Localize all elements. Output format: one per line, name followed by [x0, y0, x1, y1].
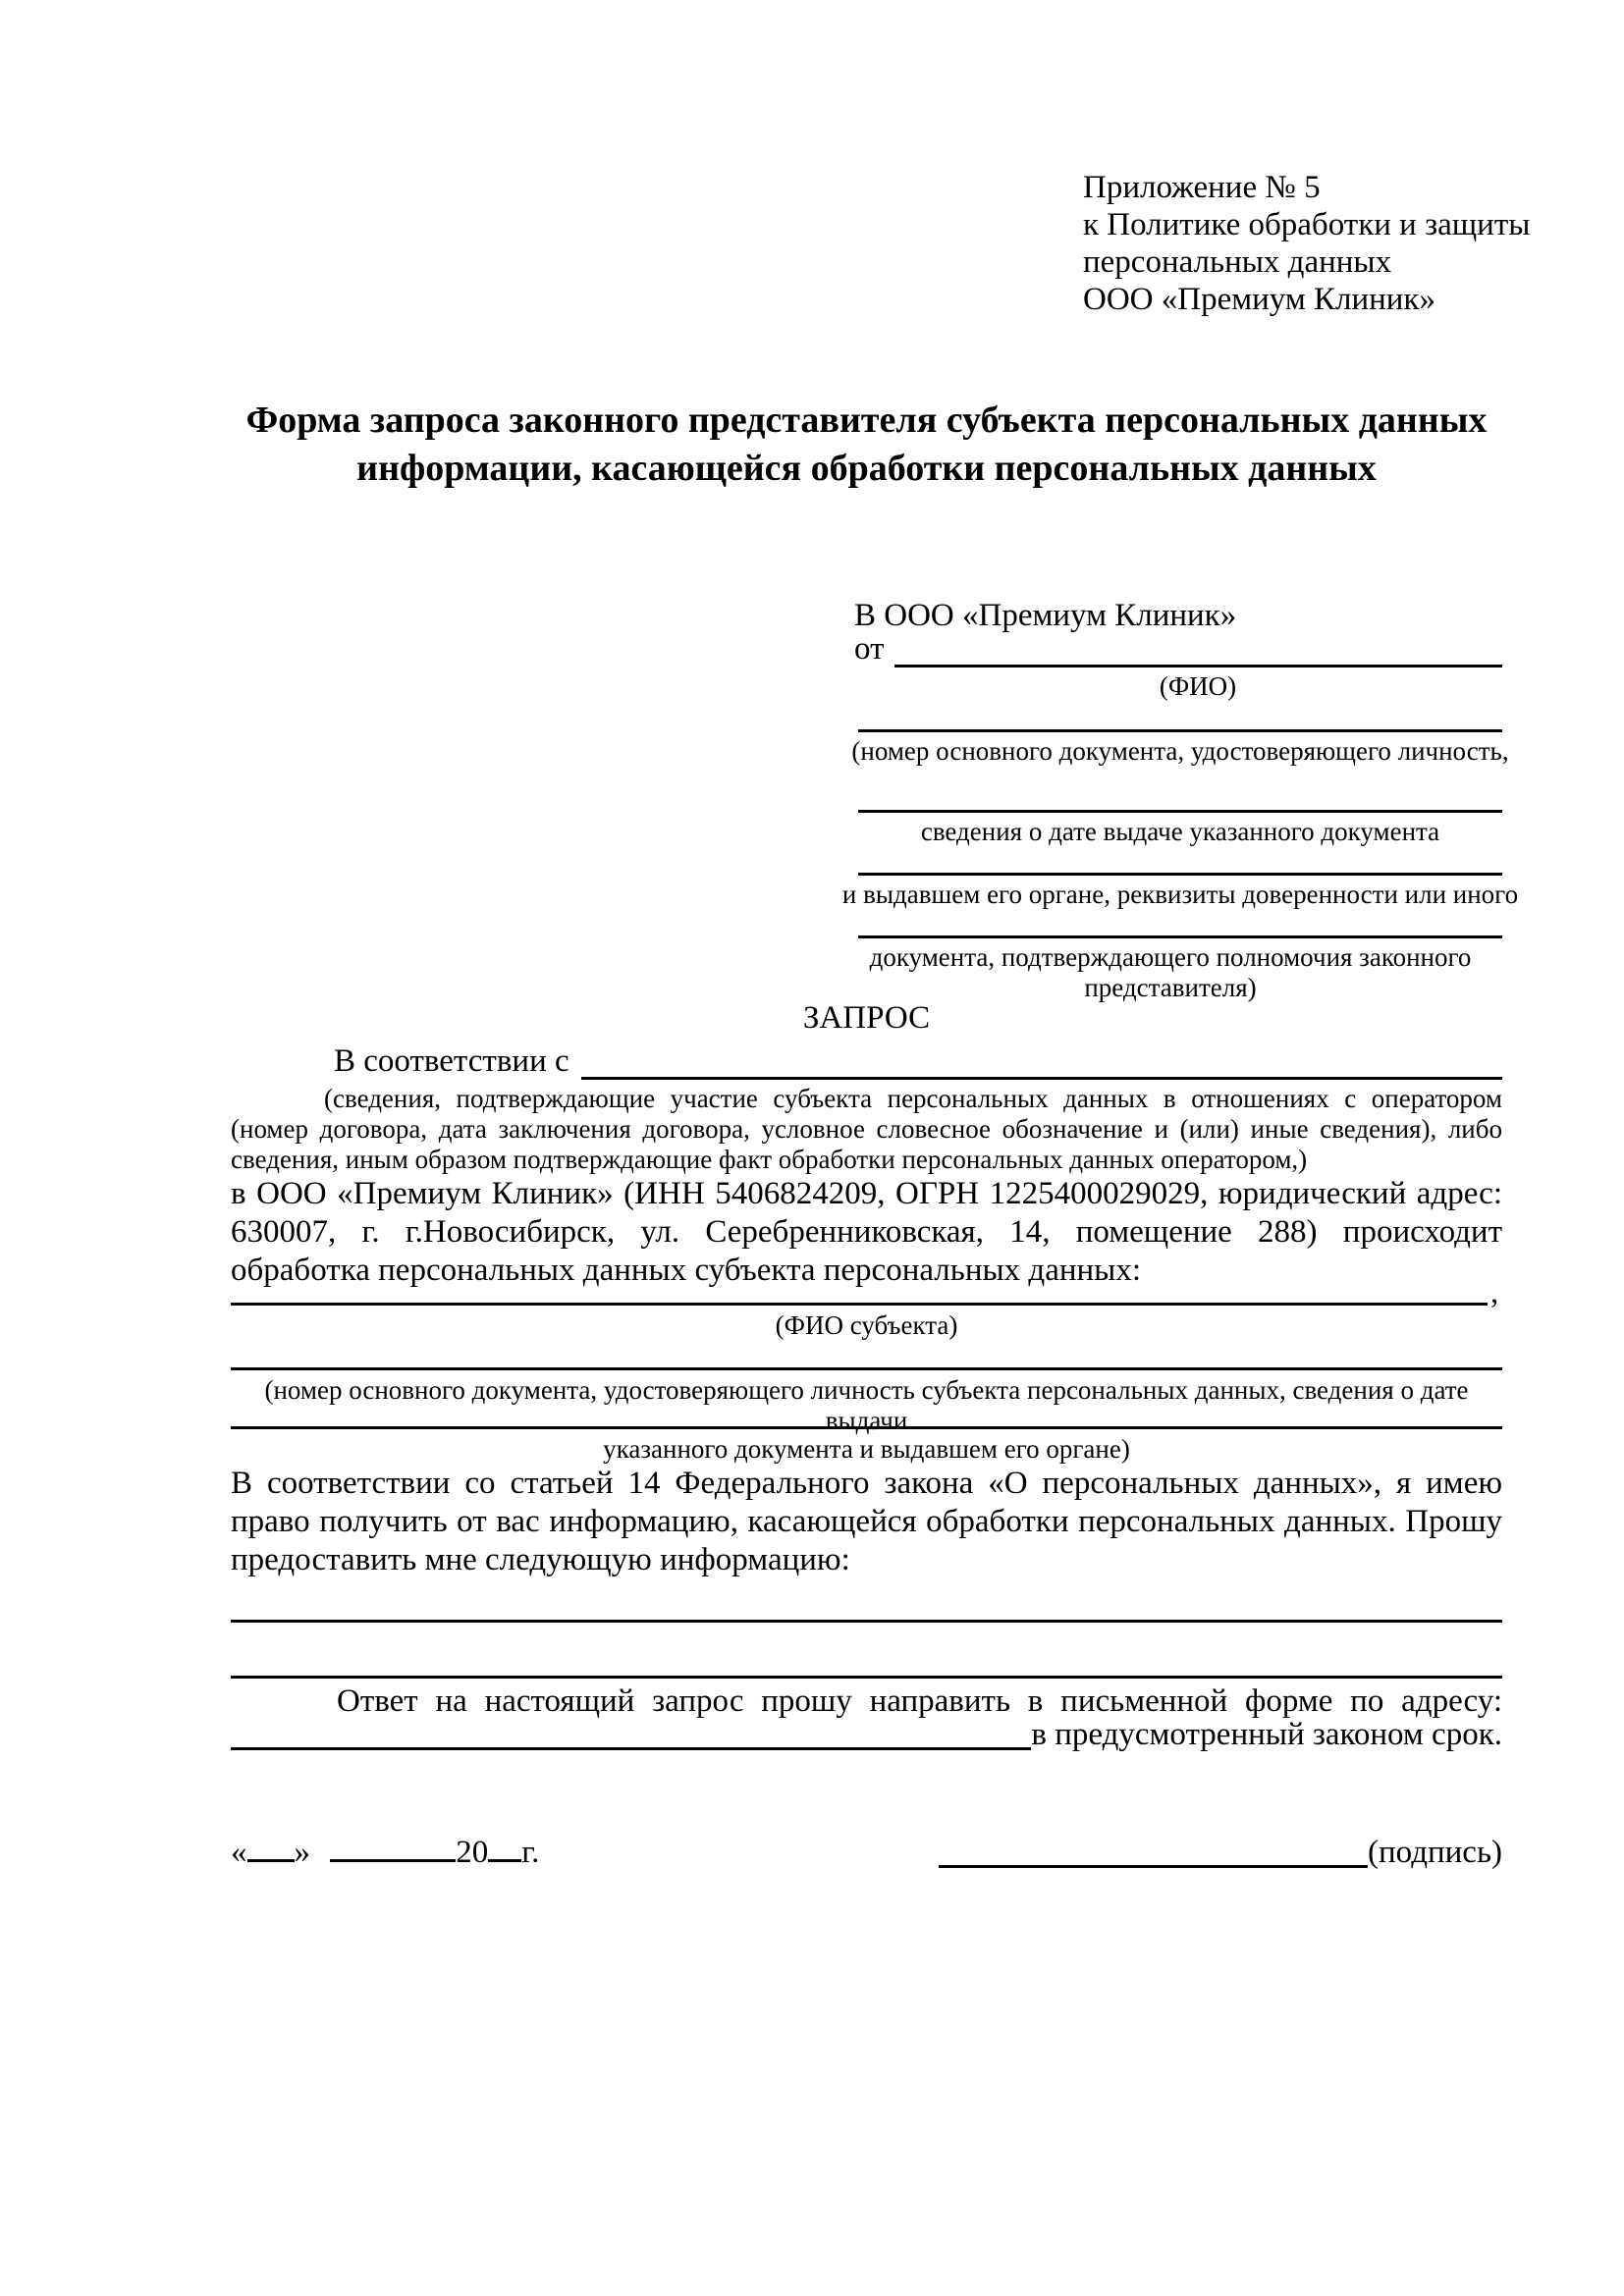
- intro-label: В соответствии с: [334, 1043, 569, 1079]
- addressee-to: В ООО «Премиум Клиник»: [854, 598, 1237, 633]
- response-sentence: Ответ на настоящий запрос прошу направить в письменной форме по адресу:: [337, 1683, 1502, 1719]
- attachment-note-line: персональных данных: [1083, 244, 1392, 280]
- subject-fio-fill-line[interactable]: [231, 1303, 1488, 1306]
- footer-row: [231, 1834, 1502, 1871]
- subject-doc-fill-line-2[interactable]: [231, 1426, 1502, 1429]
- page-title-line-2: информации, касающейся обработки персональных данных: [356, 448, 1377, 489]
- fio-fill-line[interactable]: [894, 630, 1503, 667]
- operator-paragraph: в ООО «Премиум Клиник» (ИНН 5406824209, ОГРН 1225400029029, юридический адрес: 630007, г. г.Новосибирск, ул. Серебренниковская, 14, помещение 288) происходит обработка персональных данных субъекта персональных данных:: [231, 1176, 1502, 1288]
- attachment-note-line: к Политике обработки и защиты: [1083, 207, 1531, 242]
- doc-caption-3: и выдавшем его органе, реквизиты доверенности или иного: [841, 880, 1519, 909]
- doc-fill-line-1[interactable]: [858, 729, 1502, 732]
- address-fill-line[interactable]: [231, 1716, 1031, 1750]
- from-label: от: [854, 631, 885, 667]
- year-fill[interactable]: [488, 1857, 521, 1862]
- law-paragraph: В соответствии со статьей 14 Федерального закона «О персональных данных», я имею право получить от вас информацию, касающейся обработки персональных данных. Прошу предоставить мне следующую информацию:: [231, 1466, 1502, 1577]
- subject-doc-fill-line-1[interactable]: [231, 1367, 1502, 1370]
- info-fill-line-1[interactable]: [231, 1620, 1502, 1623]
- basis-fill-line[interactable]: [581, 1042, 1502, 1080]
- attachment-note-line: Приложение № 5: [1083, 170, 1321, 205]
- intro-caption: (сведения, подтверждающие участие субъекта персональных данных в отношениях с оператором (номер договора, дата заключения договора, условное словесное обозначение и (или) иные сведения), либо сведения, иным образом подтверждающие факт обработки персональных данных оператором,): [231, 1084, 1502, 1174]
- open-quote: «: [231, 1835, 247, 1870]
- intro-row: [231, 1042, 1502, 1080]
- doc-fill-line-4[interactable]: [858, 935, 1502, 938]
- response-tail: в предусмотренный законом срок.: [1031, 1717, 1502, 1752]
- page-title: [231, 397, 1502, 493]
- signature-fill-line[interactable]: [939, 1834, 1368, 1868]
- info-fill-line-2[interactable]: [231, 1676, 1502, 1679]
- year-suffix: г.: [521, 1835, 540, 1870]
- from-row: [854, 630, 1502, 667]
- subject-doc-caption-1: (номер основного документа, удостоверяющего личность субъекта персональных данных, сведения о дате выдачи: [264, 1375, 1469, 1435]
- attachment-note: [1083, 169, 1530, 318]
- date-group: [231, 1834, 539, 1871]
- doc-fill-line-2[interactable]: [858, 810, 1502, 813]
- signature-caption: (подпись): [1368, 1835, 1502, 1870]
- subject-doc-caption-2: указанного документа и выдавшем его органе): [603, 1434, 1130, 1464]
- subject-fio-caption: (ФИО субъекта): [775, 1310, 958, 1340]
- request-heading: ЗАПРОС: [802, 1000, 931, 1036]
- close-quote: »: [294, 1835, 310, 1870]
- attachment-note-line: ООО «Премиум Клиник»: [1083, 282, 1435, 317]
- subject-fio-comma: ,: [1490, 1275, 1499, 1310]
- doc-caption-2: сведения о дате выдаче указанного документа: [920, 817, 1440, 846]
- day-fill[interactable]: [247, 1857, 295, 1862]
- year-prefix: 20: [456, 1835, 489, 1870]
- page-title-line-1: Форма запроса законного представителя субъекта персональных данных: [245, 400, 1488, 441]
- doc-caption-4: документа, подтверждающего полномочия законного представителя): [869, 942, 1472, 1002]
- signature-group: [939, 1834, 1502, 1871]
- doc-caption-1: (номер основного документа, удостоверяющего личность,: [851, 736, 1509, 766]
- doc-fill-line-3[interactable]: [858, 873, 1502, 876]
- response-row: [231, 1716, 1502, 1753]
- fio-caption: (ФИО): [1159, 671, 1237, 701]
- month-fill[interactable]: [330, 1857, 456, 1862]
